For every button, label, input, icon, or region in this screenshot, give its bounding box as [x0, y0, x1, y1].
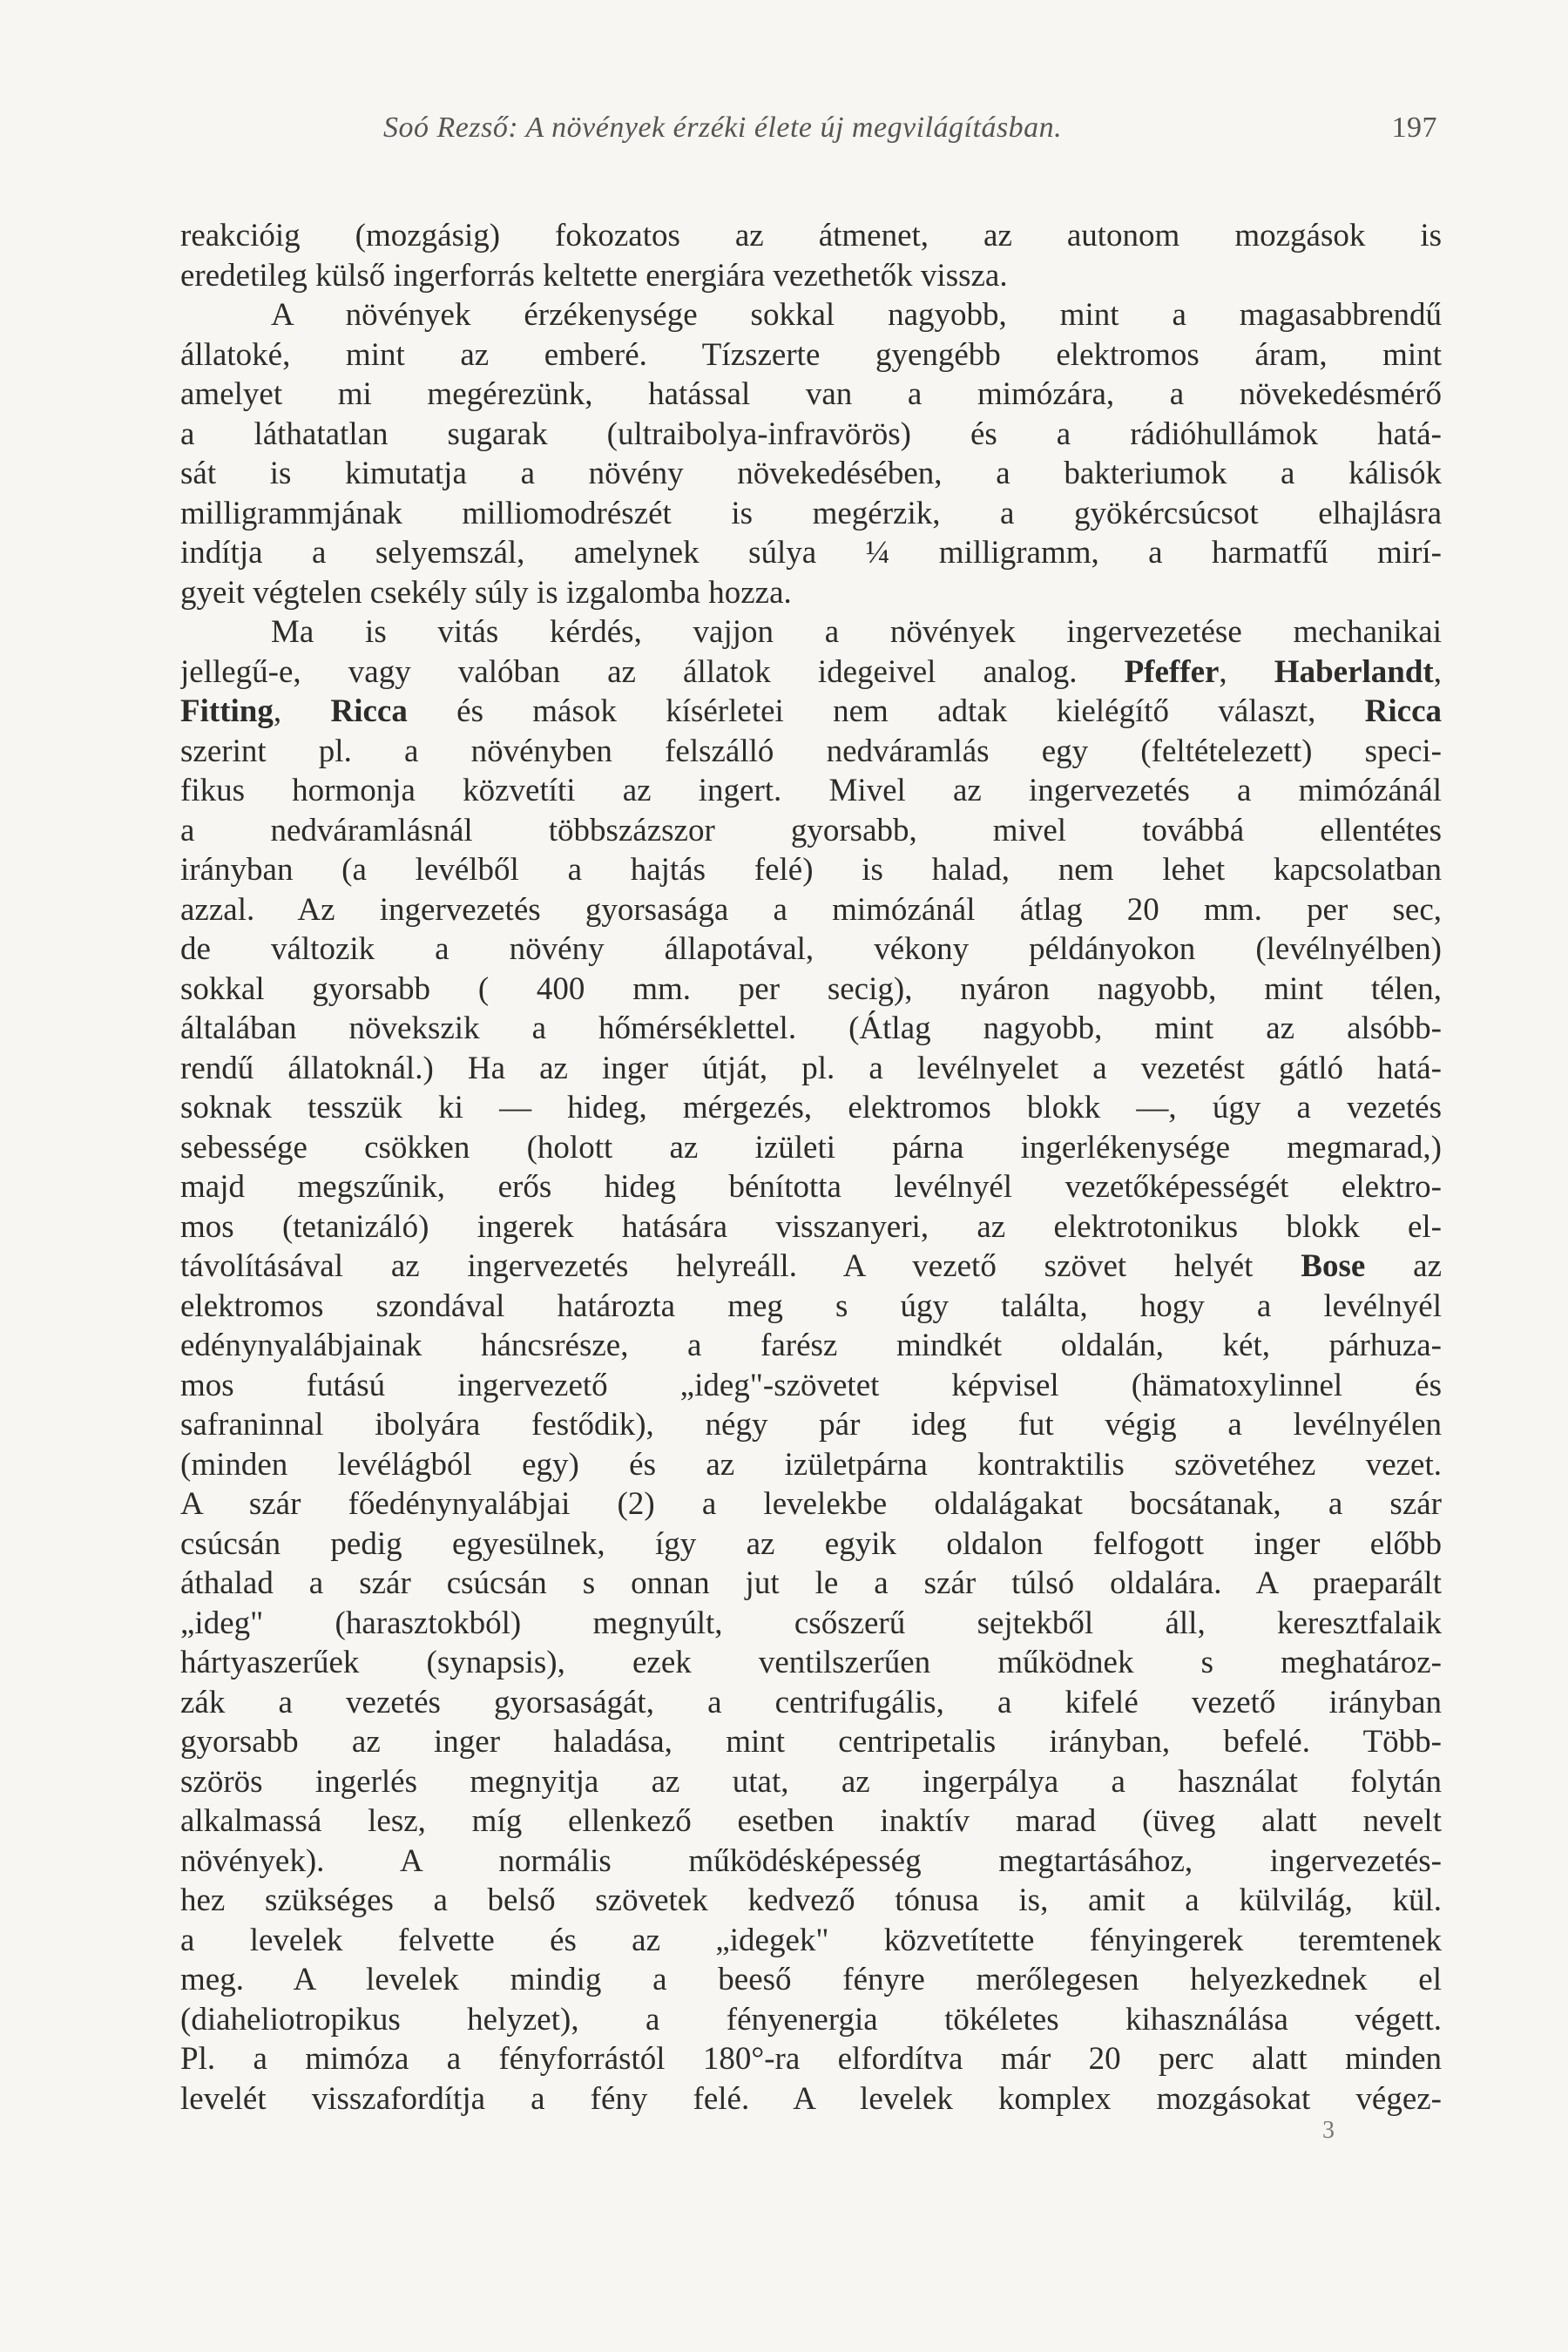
text-line: sebessége csökken (holott az izületi párna ingerlékenysége megmarad,) — [180, 1129, 1442, 1166]
text-line: rendű állatoknál.) Ha az inger útját, pl. a levélnyelet a vezetést gátló hatá- — [180, 1050, 1442, 1086]
text-line: levelét visszafordítja a fény felé. A levelek komplex mozgásokat végez- — [180, 2080, 1442, 2117]
text-line: általában növekszik a hőmérséklettel. (Átlag nagyobb, mint az alsóbb- — [180, 1010, 1442, 1046]
text-line: A szár főedénynyalábjai (2) a levelekbe oldalágakat bocsátanak, a szár — [180, 1486, 1442, 1522]
text-line: növények). A normális működésképesség megtartásához, ingervezetés- — [180, 1842, 1442, 1879]
text-line: zák a vezetés gyorsaságát, a centrifugális, a kifelé vezető irányban — [180, 1684, 1442, 1720]
author-name: Pfeffer — [1124, 653, 1220, 690]
text-line: Fitting, Ricca és mások kísérletei nem adtak kielégítő választ, Ricca — [180, 693, 1442, 729]
text-line: szörös ingerlés megnyitja az utat, az ingerpálya a használat folytán — [180, 1763, 1442, 1800]
author-name: Fitting — [180, 693, 274, 729]
text-line: elektromos szondával határozta meg s úgy találta, hogy a levélnyél — [180, 1288, 1442, 1324]
text-line: állatoké, mint az emberé. Tízszerte gyengébb elektromos áram, mint — [180, 336, 1442, 373]
text-line: de változik a növény állapotával, vékony példányokon (levélnyélben) — [180, 931, 1442, 967]
running-header — [383, 112, 1437, 146]
text-line: milligrammjának milliomodrészét is megérzik, a gyökércsúcsot elhajlásra — [180, 495, 1442, 531]
text-line: jellegű-e, vagy valóban az állatok idegeivel analog. Pfeffer, Haberlandt, — [180, 653, 1442, 690]
author-name: Ricca — [1364, 693, 1442, 729]
text-line: Ma is vitás kérdés, vajjon a növények ingervezetése mechanikai — [271, 614, 1442, 650]
text-line: A növények érzékenysége sokkal nagyobb, mint a magasabbrendű — [271, 297, 1442, 333]
text-line: fikus hormonja közvetíti az ingert. Mivel az ingervezetés a mimózánál — [180, 773, 1442, 808]
text-line: indítja a selyemszál, amelynek súlya ¼ milligramm, a harmatfű mirí- — [180, 535, 1442, 571]
text-line: irányban (a levélből a hajtás felé) is halad, nem lehet kapcsolatban — [180, 852, 1442, 888]
text-line: a láthatatlan sugarak (ultraibolya-infravörös) és a rádióhullámok hatá- — [180, 416, 1442, 452]
text-line: mos (tetanizáló) ingerek hatására visszanyeri, az elektrotonikus blokk el- — [180, 1208, 1442, 1245]
text-line: hez szükséges a belső szövetek kedvező tónusa is, amit a külvilág, kül. — [180, 1882, 1442, 1918]
text-line: eredetileg külső ingerforrás keltette energiára vezethetők vissza. — [180, 257, 1008, 294]
running-title: Soó Rezső: A növények érzéki élete új megvilágításban. — [383, 112, 1063, 144]
text-line: sokkal gyorsabb ( 400 mm. per secig), nyáron nagyobb, mint télen, — [180, 970, 1442, 1007]
body-text — [180, 216, 1442, 2119]
text-line: gyorsabb az inger haladása, mint centripetalis irányban, befelé. Több- — [180, 1724, 1442, 1760]
signature-mark: 3 — [1322, 2117, 1335, 2144]
text-line: sát is kimutatja a növény növekedésében, a bakteriumok a kálisók — [180, 456, 1442, 491]
text-line: hártyaszerűek (synapsis), ezek ventilszerűen működnek s meghatároz- — [180, 1645, 1442, 1680]
text-line: mos futású ingervezető „ideg"-szövetet képvisel (hämatoxylinnel és — [180, 1367, 1442, 1403]
text-line: távolításával az ingervezetés helyreáll. A vezető szövet helyét Bose az — [180, 1248, 1442, 1284]
text-line: Pl. a mimóza a fényforrástól 180°-ra elfordítva már 20 perc alatt minden — [180, 2041, 1442, 2077]
text-line: csúcsán pedig egyesülnek, így az egyik oldalon felfogott inger előbb — [180, 1525, 1442, 1562]
text-line: azzal. Az ingervezetés gyorsasága a mimózánál átlag 20 mm. per sec, — [180, 891, 1442, 928]
text-line: reakcióig (mozgásig) fokozatos az átmenet, az autonom mozgások is — [180, 218, 1442, 253]
text-line: edénynyalábjainak háncsrésze, a farész mindkét oldalán, két, párhuza- — [180, 1328, 1442, 1363]
text-line: majd megszűnik, erős hideg bénította levélnyél vezetőképességét elektro- — [180, 1169, 1442, 1205]
text-line: (minden levélágból egy) és az izületpárna kontraktilis szövetéhez vezet. — [180, 1446, 1442, 1483]
page-number: 197 — [1391, 112, 1437, 144]
text-line: a nedváramlásnál többszázszor gyorsabb, mivel továbbá ellentétes — [180, 812, 1442, 848]
author-name: Ricca — [330, 693, 408, 729]
author-name: Bose — [1301, 1248, 1366, 1284]
author-name: Haberlandt — [1274, 653, 1434, 690]
text-line: amelyet mi megérezünk, hatással van a mimózára, a növekedésmérő — [180, 376, 1442, 412]
text-line: áthalad a szár csúcsán s onnan jut le a szár túlsó oldalára. A praeparált — [180, 1565, 1442, 1601]
text-line: meg. A levelek mindig a beeső fényre merőlegesen helyezkednek el — [180, 1962, 1442, 1997]
text-line: alkalmassá lesz, míg ellenkező esetben inaktív marad (üveg alatt nevelt — [180, 1803, 1442, 1839]
text-line: „ideg" (harasztokból) megnyúlt, csőszerű sejtekből áll, keresztfalaik — [180, 1605, 1442, 1641]
text-line: szerint pl. a növényben felszálló nedváramlás egy (feltételezett) speci- — [180, 733, 1442, 769]
text-line: gyeit végtelen csekély súly is izgalomba hozza. — [180, 574, 792, 611]
text-line: (diaheliotropikus helyzet), a fényenergia tökéletes kihasználása végett. — [180, 2001, 1442, 2038]
text-line: a levelek felvette és az „idegek" közvetítette fényingerek teremtenek — [180, 1922, 1442, 1958]
text-line: soknak tesszük ki — hideg, mérgezés, elektromos blokk —, úgy a vezetés — [180, 1090, 1442, 1125]
text-line: safraninnal ibolyára festődik), négy pár ideg fut végig a levélnyélen — [180, 1407, 1442, 1443]
